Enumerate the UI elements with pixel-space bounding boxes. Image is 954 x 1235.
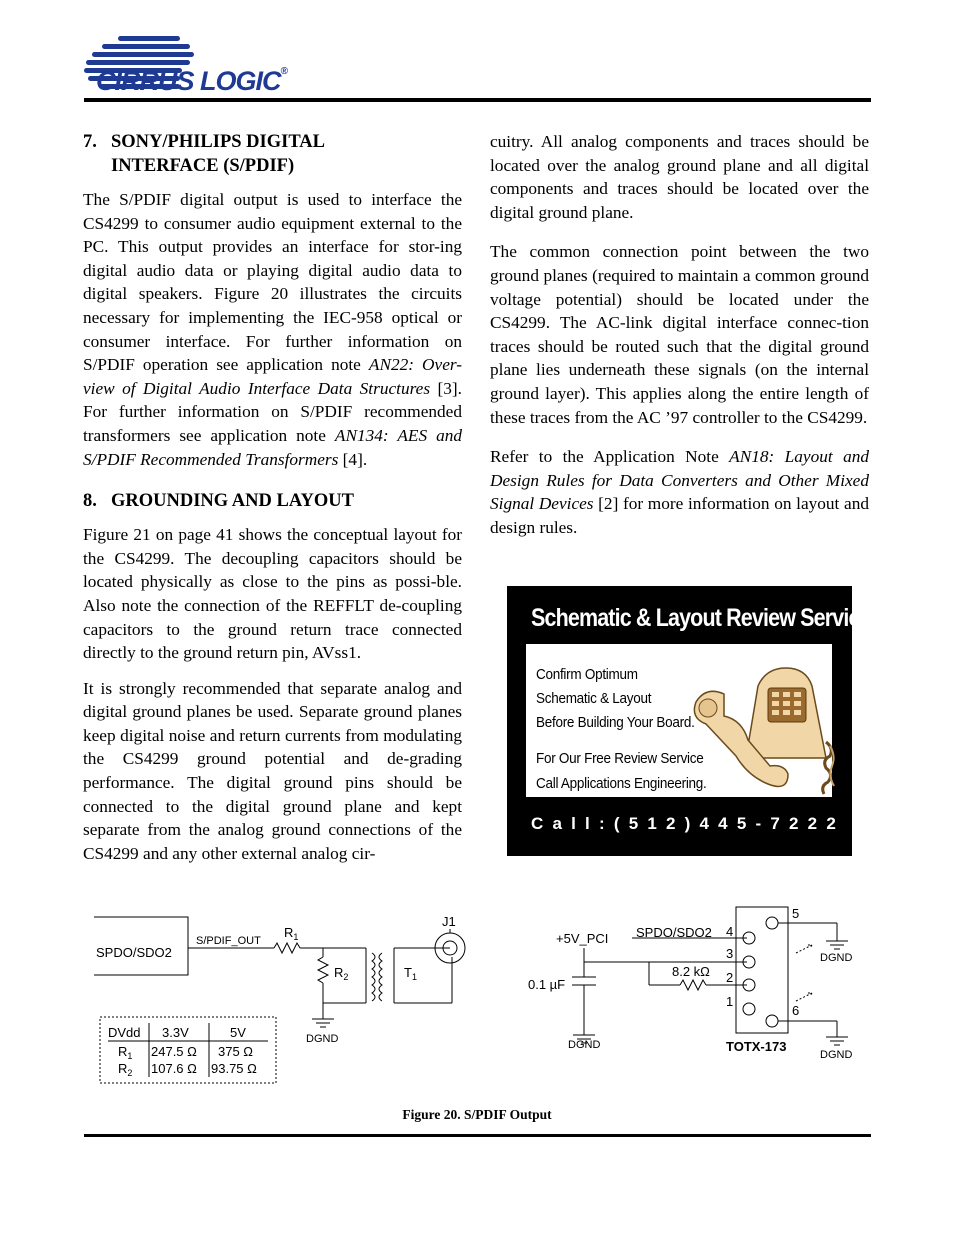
part-label: TOTX-173 (726, 1039, 787, 1054)
section-8-paragraph-2: It is strongly recommended that separate analog and digital ground planes be used. Separate ground planes keep digital noise and return currents from modulating the CS4299 ground potential and de-grading performance. The digital ground pins should be connected to the digital ground plane and kept separate from the analog ground connections of the CS4299 and any other external analog cir- (83, 678, 462, 863)
t1-label: $T_1$ (404, 965, 417, 982)
section-7-paragraph: The S/PDIF digital output is used to interface the CS4299 to consumer audio equipment external to the PC. This output provides an interface for stor-ing digital audio data or playing digital audio data to digital speakers. Figure 20 illustrates the circuits necessary for implementing the IEC-958 optical or consumer interface. For further information on S/PDIF operation see application note AN22: Over-view of Digital Audio Interface Data Structures [3]. For further information on S/PDIF recommended transformers see application note AN134: AES and S/PDIF Recommended Transformers [4]. (83, 190, 462, 469)
res-label: 8.2 kΩ (672, 964, 710, 979)
table-header-5v: 5V (230, 1025, 246, 1040)
left-column (83, 130, 462, 877)
section-8-heading: 8. GROUNDING AND LAYOUT (83, 491, 354, 512)
table-row-r1-5v: 375 Ω (218, 1044, 254, 1059)
supply-label: +5V_PCI (556, 931, 609, 946)
table-header-dvdd: DVdd (108, 1025, 141, 1040)
cap-gnd-label: DGND (568, 1039, 601, 1051)
section-8-paragraph-3: The common connection point between the two ground planes (required to maintain a common ground voltage potential) should be located under the CS4299. The AC-link digital interface connec-tion traces should be routed such that the digital ground plane lies underneath these signals (on the internal ground layer). This applies along the entire length of these traces from the AC ’97 controller to the CS4299. (490, 242, 869, 427)
table-row-r2-name: $R_2$ (118, 1061, 133, 1078)
section-7-heading: 7. SONY/PHILIPS DIGITAL INTERFACE (S/PDIF) (83, 132, 325, 176)
pin-2-label: 2 (726, 970, 734, 985)
ad-line-3: Before Building Your Board. (536, 714, 695, 731)
table-row-r2-3v3: 107.6 Ω (151, 1061, 197, 1076)
table-header-3v3: 3.3V (162, 1025, 189, 1040)
header-rule (84, 98, 871, 102)
ad-panel (526, 644, 832, 797)
pin-6-label: 6 (792, 1003, 800, 1018)
telephone-icon (676, 646, 838, 798)
section-8-paragraph-2-continued: cuitry. All analog components and traces should be located over the analog ground plane and all digital components and traces should be located over the digital ground plane. (490, 132, 869, 222)
ad-line-4: For Our Free Review Service (536, 750, 704, 767)
left-gnd-label: DGND (306, 1033, 339, 1045)
ad-line-2: Schematic & Layout (536, 690, 652, 707)
footer-rule (84, 1134, 871, 1137)
figure-caption: Figure 20. S/PDIF Output (402, 1107, 552, 1122)
cap-label: 0.1 µF (528, 977, 566, 992)
pin6-gnd-label: DGND (820, 1049, 853, 1061)
pin-5-label: 5 (792, 906, 800, 921)
logo-text: CIRRUS LOGIC® (96, 66, 287, 96)
table-row-r2-5v: 93.75 Ω (211, 1061, 257, 1076)
right-column (490, 130, 869, 552)
pin5-gnd-label: DGND (820, 952, 853, 964)
net-label-spdif-out: S/PDIF_OUT (196, 935, 261, 947)
pin-3-label: 3 (726, 946, 734, 961)
j1-label: J1 (442, 914, 456, 929)
pin-4-label: 4 (726, 924, 734, 939)
r2-label: $R_2$ (334, 965, 349, 982)
ad-phone-number: Call:(512)445-7222 (531, 814, 845, 833)
section-8-paragraph-4: Refer to the Application Note AN18: Layout and Design Rules for Data Converters and Other Mixed Signal Devices [2] for more information on layout and design rules. (490, 447, 869, 537)
section-8-paragraph-1: Figure 21 on page 41 shows the conceptual layout for the CS4299. The decoupling capacitors should be located physically as close to the pins as possi-ble. Also note the connection of the REFFLT de-coupling capacitors to the ground return trace connected directly to the ground return pin, AVss1. (83, 525, 462, 663)
ad-line-1: Confirm Optimum (536, 666, 638, 683)
table-row-r1-name: $R_1$ (118, 1044, 133, 1061)
net-label-spdo: SPDO/SDO2 (636, 925, 712, 940)
r1-label: $R_1$ (284, 925, 299, 942)
table-row-r1-3v3: 247.5 Ω (151, 1044, 197, 1059)
ad-line-5: Call Applications Engineering. (536, 775, 707, 792)
pin-1-label: 1 (726, 994, 734, 1009)
ad-title: Schematic & Layout Review Service (531, 604, 871, 632)
review-service-ad (507, 586, 871, 856)
chip-label: SPDO/SDO2 (96, 945, 172, 960)
spdif-schematic (84, 895, 871, 1095)
